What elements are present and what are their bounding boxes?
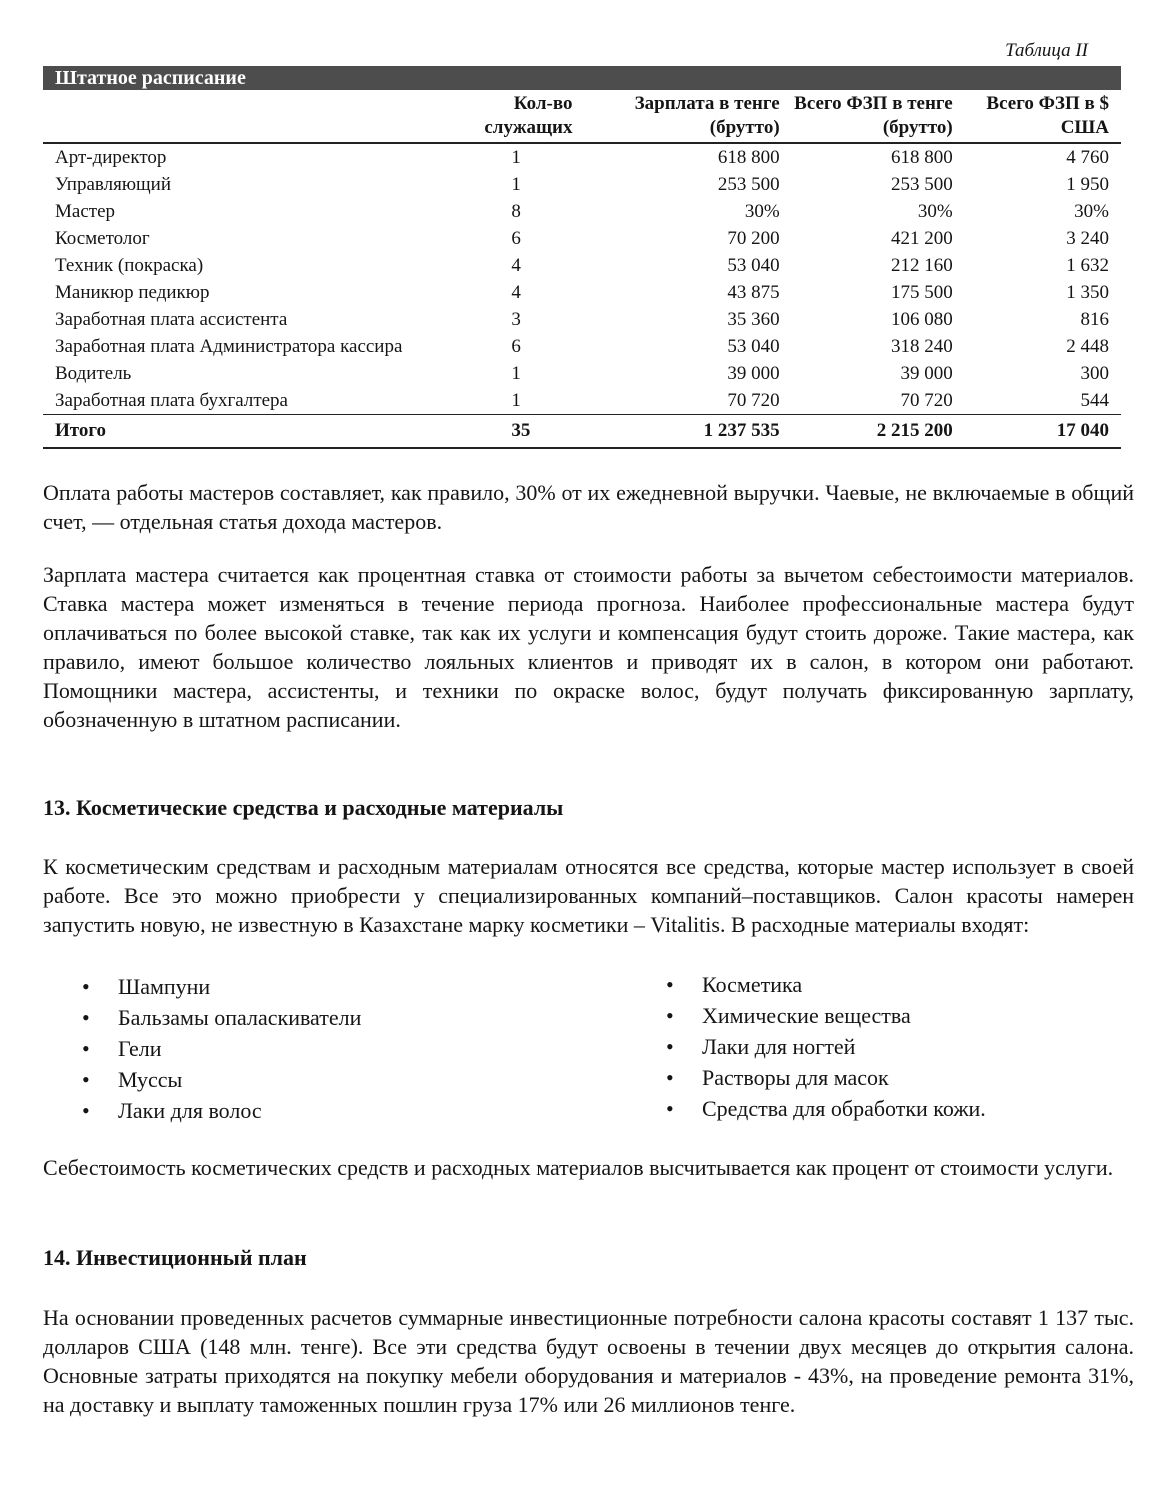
bullet-icon: • <box>666 972 674 997</box>
row-salary: 43 875 <box>727 282 780 303</box>
table-row <box>43 279 1121 306</box>
list-item-label: Шампуни <box>118 974 211 999</box>
header-salary: Зарплата в тенге (брутто) <box>584 92 791 143</box>
row-fzp-tenge: 618 800 <box>891 147 953 168</box>
header-fzp-tenge: Всего ФЗП в тенге (брутто) <box>792 92 965 143</box>
row-salary: 70 200 <box>727 228 780 249</box>
row-salary: 253 500 <box>717 174 780 195</box>
row-count: 8 <box>511 201 521 222</box>
bullet-icon: • <box>82 974 90 999</box>
table-row <box>43 198 1121 225</box>
section-heading-investment: 14. Инвестиционный план <box>43 1245 307 1270</box>
list-item <box>658 1000 986 1031</box>
table-row <box>43 252 1121 279</box>
row-fzp-usd: 300 <box>1080 363 1109 384</box>
row-fzp-tenge: 318 240 <box>891 336 953 357</box>
list-item-label: Косметика <box>702 972 803 997</box>
list-item-label: Лаки для ногтей <box>702 1034 856 1059</box>
bullet-icon: • <box>82 1098 90 1123</box>
row-name: Маникюр педикюр <box>55 282 210 303</box>
table-total-row <box>43 415 1121 449</box>
row-count: 4 <box>511 255 521 276</box>
row-name: Заработная плата Администратора кассира <box>55 336 403 357</box>
list-item <box>74 1033 361 1064</box>
row-fzp-tenge: 70 720 <box>792 387 965 415</box>
section-heading-cosmetics: 13. Косметические средства и расходные материалы <box>43 795 564 820</box>
row-fzp-tenge: 212 160 <box>891 255 953 276</box>
row-fzp-usd: 544 <box>965 387 1121 415</box>
bullet-icon: • <box>82 1067 90 1092</box>
table-row <box>43 143 1121 171</box>
row-name: Водитель <box>55 363 132 384</box>
row-salary: 53 040 <box>727 255 780 276</box>
total-fzp-usd: 17 040 <box>965 415 1121 449</box>
row-count: 1 <box>511 147 521 168</box>
list-item <box>74 1095 361 1126</box>
list-item-label: Бальзамы опаласкиватели <box>118 1005 362 1030</box>
list-item <box>658 969 986 1000</box>
total-fzp-tenge: 2 215 200 <box>792 415 965 449</box>
row-salary: 53 040 <box>727 336 780 357</box>
list-item-label: Химические вещества <box>702 1003 911 1028</box>
bullet-icon: • <box>666 1003 674 1028</box>
row-name: Мастер <box>55 201 115 222</box>
list-item <box>74 1002 361 1033</box>
row-fzp-tenge: 175 500 <box>891 282 953 303</box>
staffing-table <box>43 92 1121 449</box>
row-fzp-usd: 1 950 <box>1066 174 1109 195</box>
bullet-icon: • <box>82 1036 90 1061</box>
row-fzp-tenge: 30% <box>917 201 953 222</box>
paragraph-master-pay: Оплата работы мастеров составляет, как правило, 30% от их ежедневной выручки. Чаевые, не включаемые в общий счет, — отдельная статья дохода мастеров. <box>43 480 1134 534</box>
total-salary: 1 237 535 <box>584 415 791 449</box>
list-item-label: Средства для обработки кожи. <box>702 1096 986 1121</box>
list-item-label: Муссы <box>118 1067 183 1092</box>
row-count: 3 <box>511 309 521 330</box>
table-row <box>43 387 1121 415</box>
table-body <box>43 143 1121 448</box>
row-name: Техник (покраска) <box>55 255 204 276</box>
consumables-list <box>74 971 1134 1131</box>
row-salary: 70 720 <box>584 387 791 415</box>
paragraph-cosmetics: К косметическим средствам и расходным материалам относятся все средства, которые мастер использует в своей работе. Все это можно приобрести у специализированных компаний–поставщиков. Салон красоты намерен запустить новую, не известную в Казахстане марку косметики – Vitalitis. В расходные материалы входят: <box>43 854 1134 937</box>
row-count: 1 <box>511 174 521 195</box>
row-fzp-usd: 2 448 <box>1066 336 1109 357</box>
list-item-label: Лаки для волос <box>118 1098 262 1123</box>
row-name: Заработная плата бухгалтера <box>43 387 438 415</box>
row-count: 1 <box>511 363 521 384</box>
table-header-row <box>43 92 1121 143</box>
consumables-list-right <box>658 969 986 1124</box>
header-fzp-usd: Всего ФЗП в $ США <box>965 92 1121 143</box>
table-row <box>43 225 1121 252</box>
paragraph-cost: Себестоимость косметических средств и расходных материалов высчитывается как процент от стоимости услуги. <box>43 1155 1114 1180</box>
row-name: Заработная плата ассистента <box>55 309 288 330</box>
list-item <box>74 971 361 1002</box>
header-name <box>43 92 438 143</box>
paragraph-master-salary: Зарплата мастера считается как процентная ставка от стоимости работы за вычетом себестоимости материалов. Ставка мастера может изменяться в течение периода прогноза. Наиболее профессиональные мастера будут оплачиваться по более высокой ставке, так как их услуги и компенсация будут стоить дороже. Такие мастера, как правило, имеют большое количество лояльных клиентов и приводят их в салон, в котором они работают. Помощники мастера, ассистенты, и техники по окраске волос, будут получать фиксированную зарплату, обозначенную в штатном расписании. <box>43 562 1134 732</box>
list-item-label: Растворы для масок <box>702 1065 889 1090</box>
table-row <box>43 306 1121 333</box>
consumables-list-left <box>74 971 361 1126</box>
row-name: Косметолог <box>55 228 150 249</box>
table-row <box>43 360 1121 387</box>
row-fzp-tenge: 39 000 <box>900 363 953 384</box>
paragraph-investment: На основании проведенных расчетов суммарные инвестиционные потребности салона красоты составят 1 137 тыс. долларов США (148 млн. тенге). Все эти средства будут освоены в течении двух месяцев до открытия салона. Основные затраты приходятся на покупку мебели оборудования и материалов - 43%, на проведение ремонта 31%, на доставку и выплату таможенных пошлин груза 17% или 26 миллионов тенге. <box>43 1305 1134 1417</box>
table-title: Штатное расписание <box>43 66 1121 90</box>
list-item <box>658 1062 986 1093</box>
row-name: Управляющий <box>55 174 171 195</box>
row-fzp-usd: 816 <box>1080 309 1109 330</box>
table-row <box>43 171 1121 198</box>
row-fzp-usd: 3 240 <box>1066 228 1109 249</box>
bullet-icon: • <box>666 1065 674 1090</box>
row-fzp-usd: 30% <box>1074 201 1109 222</box>
row-fzp-usd: 1 350 <box>1066 282 1109 303</box>
row-count: 6 <box>511 228 521 249</box>
total-count: 35 <box>438 415 584 449</box>
row-count: 4 <box>511 282 521 303</box>
row-name: Арт-директор <box>55 147 167 168</box>
row-fzp-usd: 1 632 <box>1066 255 1109 276</box>
row-fzp-tenge: 253 500 <box>891 174 953 195</box>
row-salary: 39 000 <box>727 363 780 384</box>
bullet-icon: • <box>82 1005 90 1030</box>
bullet-icon: • <box>666 1096 674 1121</box>
table-caption: Таблица II <box>1005 40 1088 61</box>
list-item <box>658 1093 986 1124</box>
row-fzp-tenge: 106 080 <box>891 309 953 330</box>
row-salary: 35 360 <box>727 309 780 330</box>
list-item-label: Гели <box>118 1036 162 1061</box>
row-fzp-tenge: 421 200 <box>891 228 953 249</box>
list-item <box>658 1031 986 1062</box>
bullet-icon: • <box>666 1034 674 1059</box>
header-count: Кол-во служащих <box>438 92 584 143</box>
table-row <box>43 333 1121 360</box>
row-count: 6 <box>511 336 521 357</box>
list-item <box>74 1064 361 1095</box>
row-fzp-usd: 4 760 <box>1066 147 1109 168</box>
row-count: 1 <box>438 387 584 415</box>
row-salary: 30% <box>744 201 780 222</box>
total-label: Итого <box>43 415 438 449</box>
row-salary: 618 800 <box>717 147 780 168</box>
